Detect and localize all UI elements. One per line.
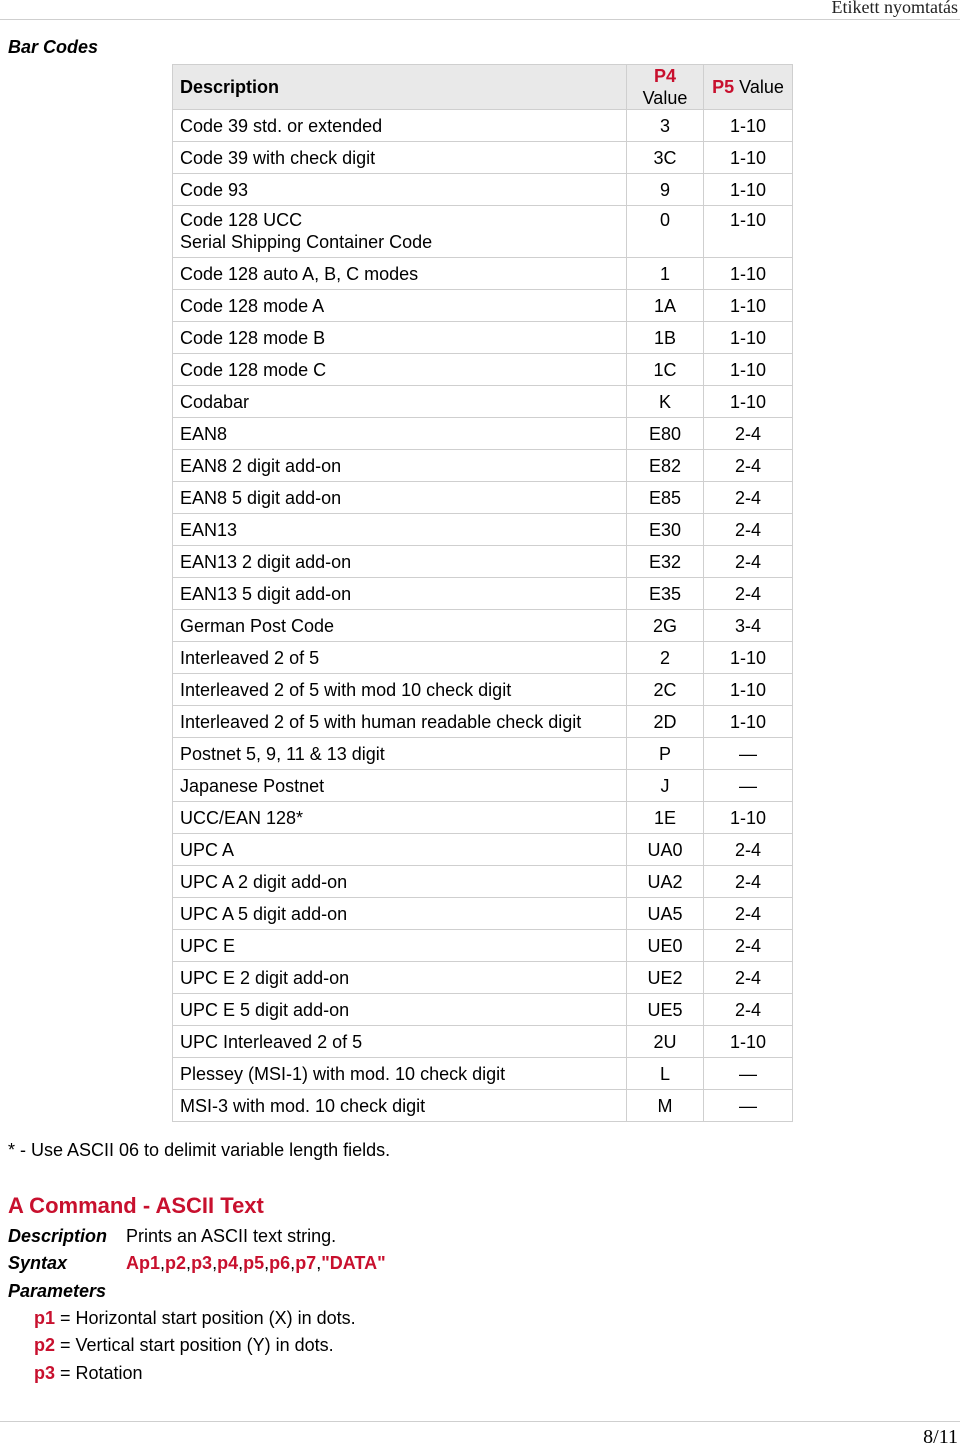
row-description xyxy=(173,110,627,142)
row-p4-value: E80 xyxy=(627,418,704,450)
row-p4-value: 2C xyxy=(627,674,704,706)
table-row xyxy=(173,174,793,206)
row-p5-value: 3-4 xyxy=(704,610,793,642)
table-row xyxy=(173,706,793,738)
row-description xyxy=(173,546,627,578)
row-p5-value: 2-4 xyxy=(704,418,793,450)
row-p4-value: 1C xyxy=(627,354,704,386)
row-p4-value: E82 xyxy=(627,450,704,482)
param-p2 xyxy=(34,1335,334,1356)
row-p4-value: UE2 xyxy=(627,962,704,994)
table-row xyxy=(173,450,793,482)
page-number: 8/11 xyxy=(923,1426,958,1448)
table-row xyxy=(173,514,793,546)
param-name: p1 xyxy=(34,1308,56,1328)
row-p4-value: E85 xyxy=(627,482,704,514)
row-description xyxy=(173,322,627,354)
header-divider xyxy=(0,19,960,20)
row-description xyxy=(173,386,627,418)
row-p5-value: 2-4 xyxy=(704,482,793,514)
table-row xyxy=(173,770,793,802)
row-p5-value: 1-10 xyxy=(704,290,793,322)
syntax-token: p2 xyxy=(165,1253,187,1273)
param-text: = Horizontal start position (X) in dots. xyxy=(55,1308,356,1328)
row-description xyxy=(173,290,627,322)
description-line: Plessey (MSI-1) with mod. 10 check digit xyxy=(180,1063,506,1084)
running-header: Etikett nyomtatás xyxy=(831,0,958,17)
param-p1 xyxy=(34,1308,356,1329)
row-p5-value: 2-4 xyxy=(704,578,793,610)
row-p5-value: 1-10 xyxy=(704,354,793,386)
command-title: A Command - ASCII Text xyxy=(8,1193,264,1218)
description-line: EAN13 2 digit add-on xyxy=(180,551,352,572)
row-p4-value: UA5 xyxy=(627,898,704,930)
syntax-separator: , xyxy=(160,1253,166,1273)
row-description xyxy=(173,354,627,386)
syntax-separator: , xyxy=(186,1253,192,1273)
row-p4-value: J xyxy=(627,770,704,802)
row-p5-value: 1-10 xyxy=(704,706,793,738)
table-row xyxy=(173,866,793,898)
syntax-token: p5 xyxy=(243,1253,265,1273)
row-p5-value: 2-4 xyxy=(704,866,793,898)
table-row xyxy=(173,642,793,674)
syntax-token: "DATA" xyxy=(321,1253,386,1273)
row-p4-value: E30 xyxy=(627,514,704,546)
barcode-table xyxy=(172,64,793,1122)
table-row xyxy=(173,110,793,142)
row-description xyxy=(173,642,627,674)
row-description xyxy=(173,898,627,930)
table-row xyxy=(173,206,793,258)
table-row xyxy=(173,142,793,174)
param-p3 xyxy=(34,1363,143,1384)
table-row xyxy=(173,994,793,1026)
row-p4-value: M xyxy=(627,1090,704,1122)
table-row xyxy=(173,802,793,834)
row-description xyxy=(173,206,627,258)
row-description xyxy=(173,142,627,174)
table-row xyxy=(173,674,793,706)
description-line: EAN13 xyxy=(180,519,238,540)
description-line: Postnet 5, 9, 11 & 13 digit xyxy=(180,743,385,764)
col-p5-header xyxy=(704,65,793,110)
description-line: UCC/EAN 128* xyxy=(180,807,304,828)
section-title: Bar Codes xyxy=(8,37,99,57)
description-line: Code 128 auto A, B, C modes xyxy=(180,263,419,284)
row-description xyxy=(173,674,627,706)
row-p5-value: 1-10 xyxy=(704,1026,793,1058)
syntax-separator: , xyxy=(212,1253,218,1273)
table-row xyxy=(173,738,793,770)
description-line: Code 128 mode A xyxy=(180,295,325,316)
row-description xyxy=(173,174,627,206)
description-line-2: Serial Shipping Container Code xyxy=(180,232,433,252)
description-line: Codabar xyxy=(180,391,250,412)
row-p4-value: 1B xyxy=(627,322,704,354)
row-p4-value: 1 xyxy=(627,258,704,290)
table-row xyxy=(173,1058,793,1090)
table-row xyxy=(173,834,793,866)
table-row xyxy=(173,898,793,930)
description-line: UPC E xyxy=(180,935,236,956)
param-text: = Rotation xyxy=(55,1363,143,1383)
row-p5-value: — xyxy=(704,1058,793,1090)
row-description xyxy=(173,1090,627,1122)
table-row xyxy=(173,258,793,290)
row-description xyxy=(173,482,627,514)
row-description xyxy=(173,418,627,450)
row-p4-value: 2D xyxy=(627,706,704,738)
description-line: MSI-3 with mod. 10 check digit xyxy=(180,1095,426,1116)
p5-tag: P5 xyxy=(712,77,735,97)
description-line: EAN13 5 digit add-on xyxy=(180,583,352,604)
row-p4-value: UE0 xyxy=(627,930,704,962)
row-description xyxy=(173,1058,627,1090)
description-line: Code 128 UCC xyxy=(180,210,303,230)
description-line: Interleaved 2 of 5 with mod 10 check digit xyxy=(180,679,512,700)
table-row xyxy=(173,290,793,322)
row-p5-value: 1-10 xyxy=(704,174,793,206)
row-description xyxy=(173,962,627,994)
row-description xyxy=(173,866,627,898)
row-p4-value: 1A xyxy=(627,290,704,322)
row-p4-value: 1E xyxy=(627,802,704,834)
description-line: Code 93 xyxy=(180,179,249,200)
row-description xyxy=(173,706,627,738)
description-line: Interleaved 2 of 5 xyxy=(180,647,320,668)
row-p4-value: 0 xyxy=(627,206,704,258)
row-p4-value: K xyxy=(627,386,704,418)
table-row xyxy=(173,930,793,962)
col-description-header: Description xyxy=(173,65,627,110)
table-row xyxy=(173,546,793,578)
syntax-token: p7 xyxy=(295,1253,317,1273)
description-line: Japanese Postnet xyxy=(180,775,325,796)
description-line: EAN8 5 digit add-on xyxy=(180,487,342,508)
row-p4-value: 2U xyxy=(627,1026,704,1058)
row-p5-value: 1-10 xyxy=(704,258,793,290)
row-p5-value: — xyxy=(704,738,793,770)
row-p5-value: — xyxy=(704,1090,793,1122)
row-p4-value: 3C xyxy=(627,142,704,174)
table-row xyxy=(173,322,793,354)
table-row xyxy=(173,610,793,642)
syntax-token: p6 xyxy=(269,1253,291,1273)
description-line: German Post Code xyxy=(180,615,335,636)
description-line: EAN8 xyxy=(180,423,228,444)
row-description xyxy=(173,258,627,290)
param-text: = Vertical start position (Y) in dots. xyxy=(55,1335,334,1355)
row-p4-value: UA2 xyxy=(627,866,704,898)
row-description xyxy=(173,578,627,610)
table-row xyxy=(173,386,793,418)
description-line: Code 39 std. or extended xyxy=(180,115,383,136)
row-p5-value: 1-10 xyxy=(704,142,793,174)
syntax-token: p3 xyxy=(191,1253,213,1273)
p4-header-rest: Value xyxy=(642,88,688,108)
param-name: p2 xyxy=(34,1335,56,1355)
table-row xyxy=(173,1090,793,1122)
table-row xyxy=(173,962,793,994)
row-p5-value: 2-4 xyxy=(704,930,793,962)
row-p4-value: UA0 xyxy=(627,834,704,866)
description-line: Code 39 with check digit xyxy=(180,147,376,168)
col-p4-header xyxy=(627,65,704,110)
row-p4-value: 2G xyxy=(627,610,704,642)
syntax-token: p4 xyxy=(217,1253,239,1273)
row-description xyxy=(173,450,627,482)
syntax-separator: , xyxy=(264,1253,270,1273)
description-line: UPC Interleaved 2 of 5 xyxy=(180,1031,363,1052)
row-p5-value: — xyxy=(704,770,793,802)
description-line: UPC A 2 digit add-on xyxy=(180,871,348,892)
row-p4-value: E35 xyxy=(627,578,704,610)
description-line: UPC E 5 digit add-on xyxy=(180,999,350,1020)
row-p5-value: 1-10 xyxy=(704,674,793,706)
parameters-label: Parameters xyxy=(8,1281,107,1301)
description-line: Interleaved 2 of 5 with human readable check digit xyxy=(180,711,582,732)
row-description xyxy=(173,610,627,642)
table-row xyxy=(173,578,793,610)
row-description xyxy=(173,994,627,1026)
row-p5-value: 2-4 xyxy=(704,546,793,578)
table-row xyxy=(173,418,793,450)
description-line: EAN8 2 digit add-on xyxy=(180,455,342,476)
row-p4-value: 9 xyxy=(627,174,704,206)
row-p5-value: 2-4 xyxy=(704,450,793,482)
row-p4-value: 2 xyxy=(627,642,704,674)
footnote: * - Use ASCII 06 to delimit variable length fields. xyxy=(8,1140,391,1160)
row-p5-value: 1-10 xyxy=(704,642,793,674)
syntax-separator: , xyxy=(238,1253,244,1273)
description-line: Code 128 mode B xyxy=(180,327,326,348)
p4-tag: P4 xyxy=(653,66,677,86)
row-description xyxy=(173,834,627,866)
syntax-value xyxy=(126,1253,386,1274)
row-p5-value: 2-4 xyxy=(704,994,793,1026)
row-p5-value: 1-10 xyxy=(704,802,793,834)
row-p5-value: 2-4 xyxy=(704,898,793,930)
row-p5-value: 2-4 xyxy=(704,514,793,546)
description-label: Description xyxy=(8,1226,108,1246)
syntax-token: Ap1 xyxy=(126,1253,161,1273)
row-description xyxy=(173,514,627,546)
row-p4-value: UE5 xyxy=(627,994,704,1026)
syntax-separator: , xyxy=(290,1253,296,1273)
table-row xyxy=(173,354,793,386)
row-p5-value: 1-10 xyxy=(704,110,793,142)
row-p5-value: 2-4 xyxy=(704,962,793,994)
description-line: UPC A 5 digit add-on xyxy=(180,903,348,924)
table-row xyxy=(173,482,793,514)
row-description xyxy=(173,930,627,962)
row-p5-value: 1-10 xyxy=(704,322,793,354)
syntax-separator: , xyxy=(316,1253,322,1273)
p5-header-rest: Value xyxy=(734,77,784,97)
syntax-label: Syntax xyxy=(8,1253,68,1273)
row-description xyxy=(173,802,627,834)
row-p5-value: 1-10 xyxy=(704,206,793,258)
description-line: UPC E 2 digit add-on xyxy=(180,967,350,988)
table-row xyxy=(173,1026,793,1058)
row-p4-value: P xyxy=(627,738,704,770)
description-line: Code 128 mode C xyxy=(180,359,327,380)
row-description xyxy=(173,1026,627,1058)
table-header-row xyxy=(173,65,793,110)
footer-divider xyxy=(0,1421,960,1422)
row-p4-value: L xyxy=(627,1058,704,1090)
row-p4-value: 3 xyxy=(627,110,704,142)
row-description xyxy=(173,770,627,802)
row-p4-value: E32 xyxy=(627,546,704,578)
row-description xyxy=(173,738,627,770)
row-p5-value: 2-4 xyxy=(704,834,793,866)
description-line: UPC A xyxy=(180,839,235,860)
row-p5-value: 1-10 xyxy=(704,386,793,418)
description-text: Prints an ASCII text string. xyxy=(126,1226,337,1246)
param-name: p3 xyxy=(34,1363,56,1383)
